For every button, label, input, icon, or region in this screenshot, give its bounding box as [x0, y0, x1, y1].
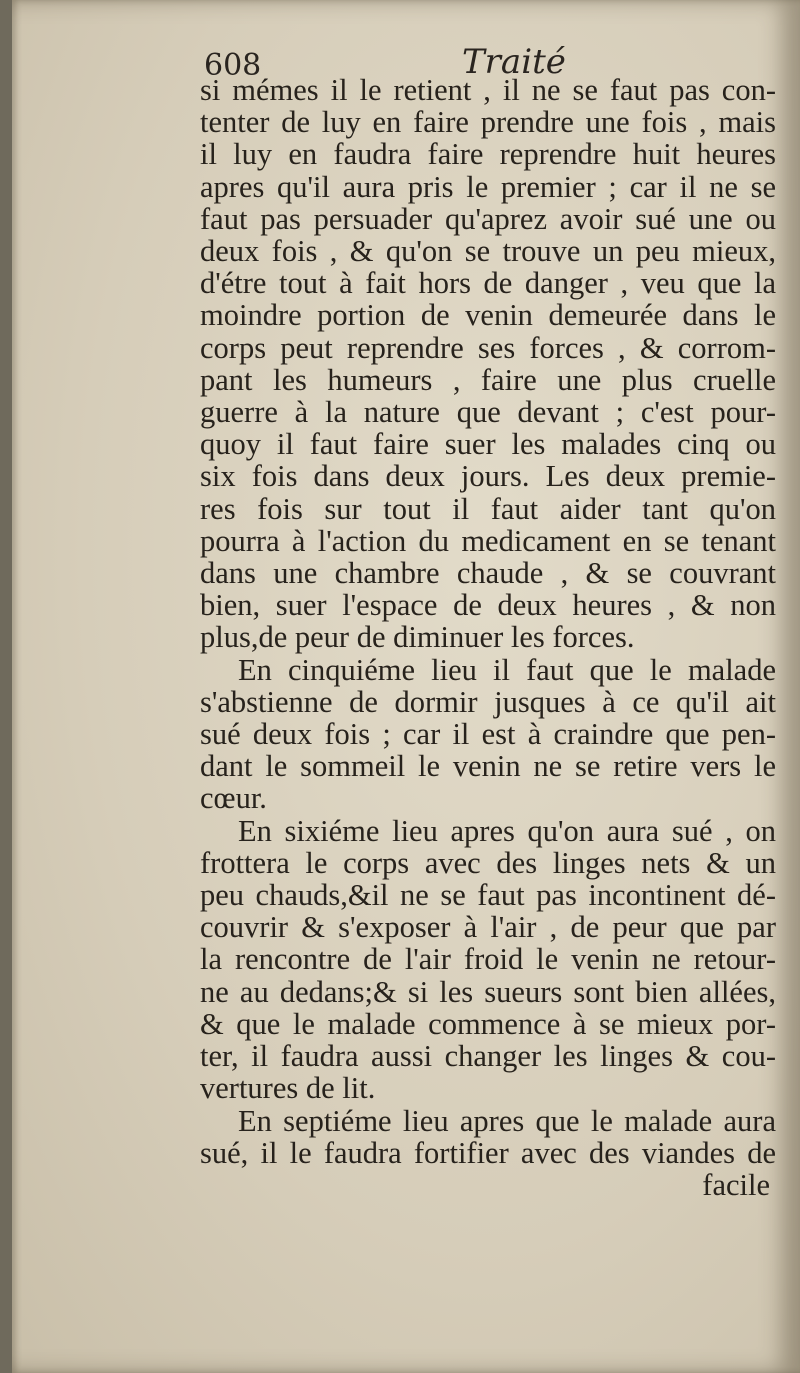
text-line: faut pas persuader qu'aprez avoir sué une ou: [200, 201, 776, 236]
running-title: Traité: [462, 42, 566, 82]
text-line: il luy en faudra faire reprendre huit heures: [200, 137, 776, 172]
book-page: [12, 0, 800, 1373]
text-line: pant les humeurs , faire une plus cruelle: [200, 362, 776, 397]
text-line: & que le malade commence à se mieux por-: [200, 1006, 776, 1041]
text-line: deux fois , & qu'on se trouve un peu mieux,: [200, 234, 776, 269]
text-line: apres qu'il aura pris le premier ; car il ne se: [200, 169, 776, 204]
catchword: facile: [702, 1167, 770, 1202]
text-line: ne au dedans;& si les sueurs sont bien allées,: [200, 974, 776, 1009]
text-line: guerre à la nature que devant ; c'est pour-: [200, 395, 776, 430]
text-line: res fois sur tout il faut aider tant qu'on: [200, 491, 776, 526]
text-line: bien, suer l'espace de deux heures , & non: [200, 588, 776, 623]
text-line: six fois dans deux jours. Les deux premie-: [200, 459, 776, 494]
text-line: pourra à l'action du medicament en se tenant: [200, 523, 776, 558]
text-line: s'abstienne de dormir jusques à ce qu'il ait: [200, 684, 776, 719]
text-line: si mémes il le retient , il ne se faut pas con-: [200, 73, 776, 107]
text-line: frottera le corps avec des linges nets & un: [200, 845, 776, 880]
text-line: corps peut reprendre ses forces , & corrom-: [200, 330, 776, 365]
text-line: quoy il faut faire suer les malades cinq ou: [200, 427, 776, 462]
text-line: couvrir & s'exposer à l'air , de peur que par: [200, 910, 776, 945]
text-line: la rencontre de l'air froid le venin ne retour-: [200, 942, 776, 977]
text-line: sué, il le faudra fortifier avec des viandes de: [200, 1135, 776, 1170]
paragraph-start-line: En sixiéme lieu apres qu'on aura sué , on: [238, 813, 776, 848]
paragraph-end-line: cœur.: [200, 781, 267, 816]
text-line: dant le sommeil le venin ne se retire vers le: [200, 749, 776, 784]
text-line: d'étre tout à fait hors de danger , veu que la: [200, 266, 776, 301]
page-number: 608: [204, 48, 262, 83]
body-text: [200, 74, 776, 1201]
text-line: sué deux fois ; car il est à craindre que pen-: [200, 717, 776, 752]
text-line: moindre portion de venin demeurée dans le: [200, 298, 776, 333]
paragraph-start-line: En septiéme lieu apres que le malade aura: [238, 1103, 776, 1138]
text-line: dans une chambre chaude , & se couvrant: [200, 556, 776, 591]
paragraph-start-line: En cinquiéme lieu il faut que le malade: [238, 652, 776, 687]
text-line: tenter de luy en faire prendre une fois , mais: [200, 105, 776, 140]
paragraph-end-line: vertures de lit.: [200, 1071, 376, 1106]
paragraph-end-line: plus,de peur de diminuer les forces.: [200, 620, 635, 655]
text-line: ter, il faudra aussi changer les linges & cou-: [200, 1039, 776, 1074]
text-line: peu chauds,&il ne se faut pas incontinent dé-: [200, 878, 776, 913]
